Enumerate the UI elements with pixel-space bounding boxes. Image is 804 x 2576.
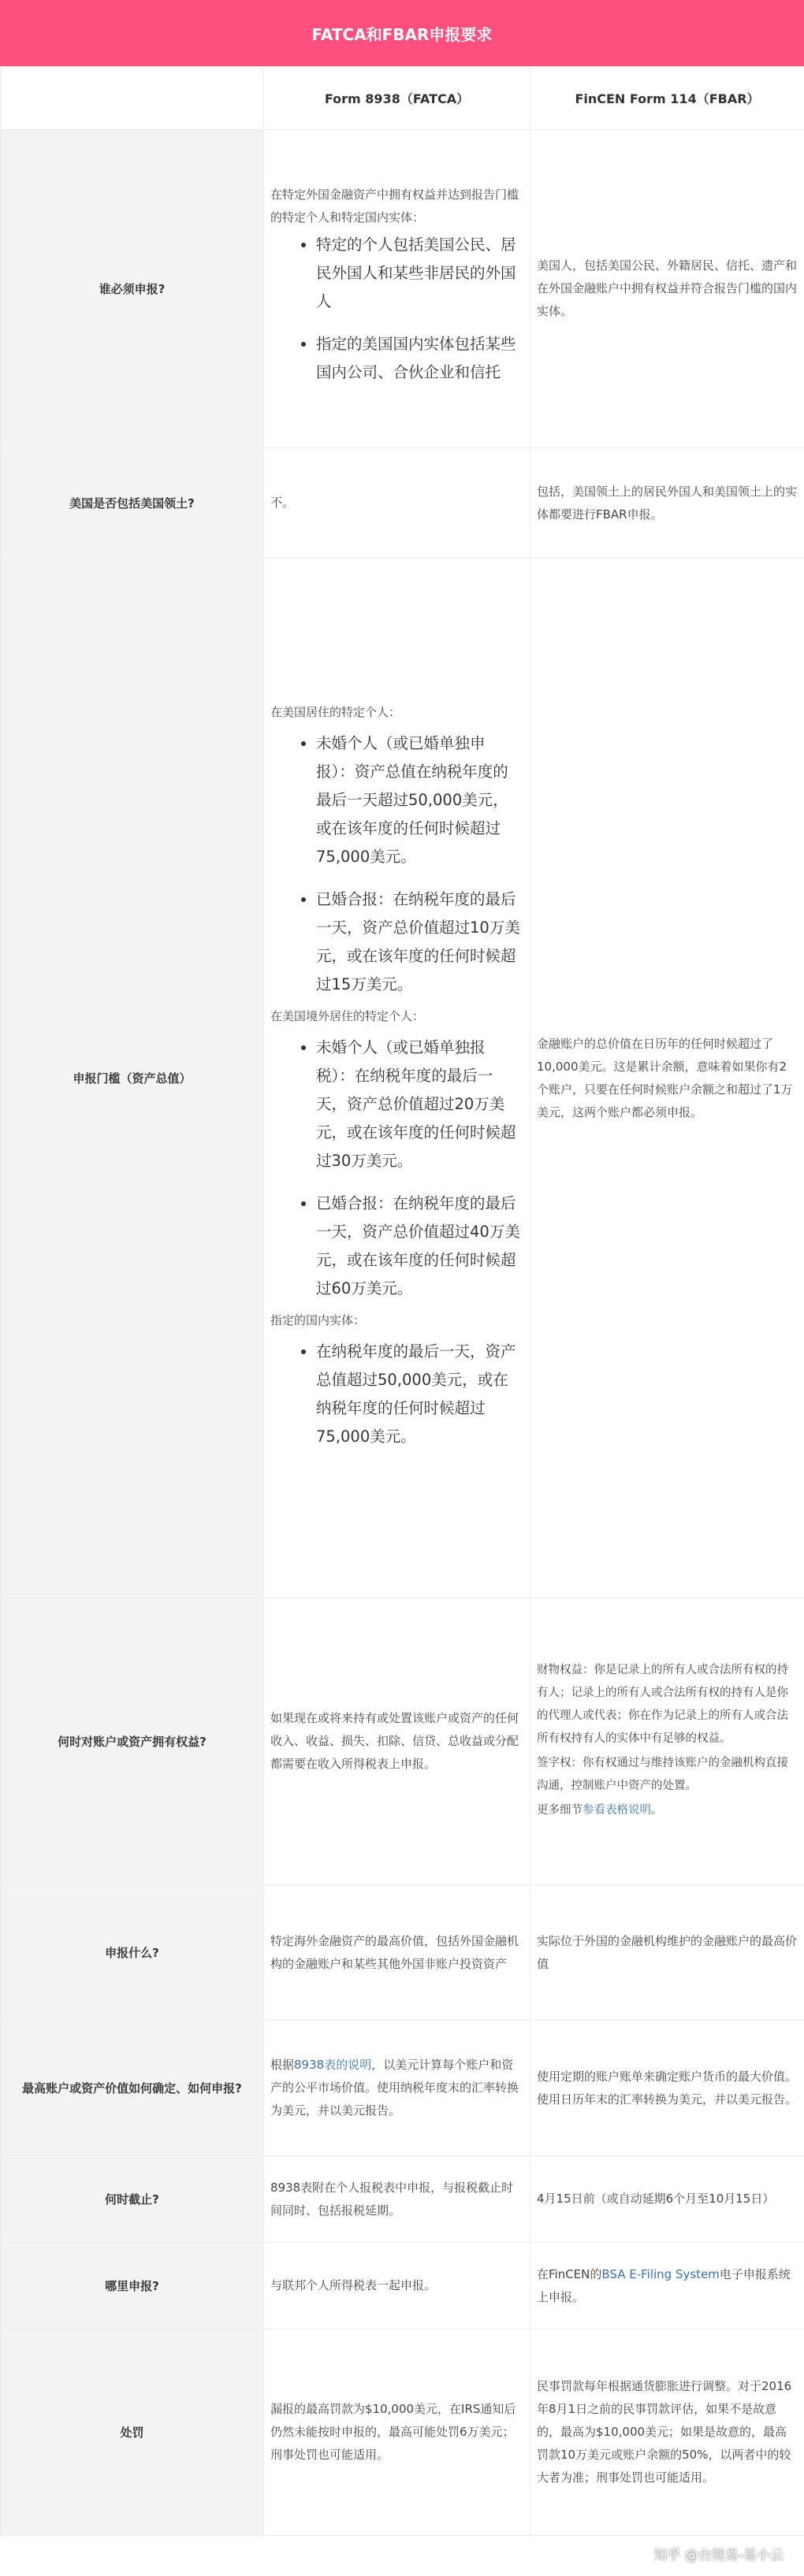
- fbar-penalty: 民事罚款每年根据通货膨胀进行调整。对于2016年8月1日之前的民事罚款评估，如果不是故意的，最高为$10,000美元；如果是故意的，最高罚款10万美元或账户余额的50%，以两者中的较大者为准；刑事处罚也可能适用。: [530, 2329, 804, 2536]
- list-item: • 未婚个人（或已婚单独申报）：资产总值在纳税年度的最后一天超过50,000美元，或在该年度的任何时候超过75,000美元。: [316, 729, 523, 871]
- fbar-interest: [530, 1598, 804, 1885]
- list-item: • 已婚合报：在纳税年度的最后一天，资产总价值超过10万美元，或在该年度的任何时候超过15万美元。: [316, 885, 523, 999]
- max-value-rest: ，以美元计算每个账户和资产的公平市场价值。使用纳税年度末的汇率转换为美元，并以美元报告。: [270, 2058, 519, 2118]
- header-fbar: FinCEN Form 114（FBAR）: [530, 67, 804, 130]
- threshold-us-intro: 在美国居住的特定个人：: [270, 704, 401, 719]
- where-prefix: 在FinCEN的: [537, 2266, 602, 2281]
- fatca-who-intro: 在特定外国金融资产中拥有权益并达到报告门槛的特定个人和特定国内实体：: [270, 187, 519, 225]
- more-prefix: 更多细节: [537, 1804, 583, 1817]
- threshold-abroad-list: [270, 1034, 523, 1303]
- header-fatca: Form 8938（FATCA）: [264, 67, 530, 130]
- fbar-interest-p2: 签字权：你有权通过与维持该账户的金融机构直接沟通，控制账户中资产的处置。: [537, 1757, 788, 1792]
- label-interest: 何时对账户或资产拥有权益?: [1, 1598, 264, 1885]
- form-instructions-link[interactable]: 参看表格说明: [583, 1804, 651, 1817]
- threshold-us-list: [270, 729, 523, 999]
- fbar-interest-p1: 财物权益：你是记录上的所有人或合法所有权的持有人；记录上的所有人或合法所有权的持有人是你的代理人或代表；你在作为记录上的所有人或合法所有权持有人的实体中有足够的权益。: [537, 1664, 788, 1745]
- fbar-territory: 包括，美国领土上的居民外国人和美国领土上的实体都要进行FBAR申报。: [530, 448, 804, 559]
- fatca-max-value: [264, 2021, 530, 2156]
- list-item: • 特定的个人包括美国公民、居民外国人和某些非居民的外国人: [316, 231, 523, 316]
- row-max-value: [1, 2021, 804, 2156]
- list-item: • 指定的美国国内实体包括某些国内公司、合伙企业和信托: [316, 330, 523, 387]
- bsa-efiling-link[interactable]: BSA E-Filing System: [601, 2266, 720, 2281]
- table-title-text: FATCA和FBAR申报要求: [311, 24, 493, 44]
- list-item: • 未婚个人（或已婚单独报税）：在纳税年度的最后一天，资产总价值超过20万美元，或在该年度的任何时候超过30万美元。: [316, 1034, 523, 1175]
- label-where: 哪里申报?: [1, 2243, 264, 2329]
- list-item: • 在纳税年度的最后一天，资产总值超过50,000美元，或在纳税年度的任何时候超过75,000美元。: [316, 1338, 523, 1451]
- max-value-prefix: 根据: [270, 2058, 295, 2072]
- threshold-entity-list: [270, 1338, 523, 1451]
- fatca-interest: 如果现在或将来持有或处置该账户或资产的任何收入、收益、损失、扣除、信贷、总收益或分配都需要在收入所得税表上申报。: [264, 1598, 530, 1885]
- row-threshold: [1, 559, 804, 1598]
- fbar-who: 美国人，包括美国公民、外籍居民、信托、遗产和在外国金融账户中拥有权益并符合报告门槛的国内实体。: [530, 130, 804, 448]
- fatca-what: 特定海外金融资产的最高价值，包括外国金融机构的金融账户和某些其他外国非账户投资资产: [264, 1885, 530, 2021]
- row-territory: [1, 448, 804, 559]
- fatca-territory: 不。: [264, 448, 530, 559]
- row-deadline: [1, 2156, 804, 2243]
- fbar-where: [530, 2243, 804, 2329]
- row-penalty: [1, 2329, 804, 2536]
- label-what: 申报什么?: [1, 1885, 264, 2021]
- form-8938-instructions-link[interactable]: 8938表的说明: [294, 2058, 372, 2072]
- row-who: [1, 130, 804, 448]
- zhihu-watermark: 知乎 @台规易-易小云: [653, 2548, 784, 2563]
- label-territory: 美国是否包括美国领土?: [1, 448, 264, 559]
- label-deadline: 何时截止?: [1, 2156, 264, 2243]
- fbar-max-value: 使用定期的账户账单来确定账户货币的最大价值。使用日历年末的汇率转换为美元，并以美元报告。: [530, 2021, 804, 2156]
- label-penalty: 处罚: [1, 2329, 264, 2536]
- comparison-table: [0, 66, 804, 2536]
- label-who: 谁必须申报?: [1, 130, 264, 448]
- fatca-deadline: 8938表附在个人报税表中申报，与报税截止时间同时、包括报税延期。: [264, 2156, 530, 2243]
- row-interest: [1, 1598, 804, 1885]
- threshold-abroad-intro: 在美国境外居住的特定个人：: [270, 1008, 425, 1023]
- header-row: [1, 67, 804, 130]
- header-blank: [1, 67, 264, 130]
- fbar-what: 实际位于外国的金融机构维护的金融账户的最高价值: [530, 1885, 804, 2021]
- label-max-value: 最高账户或资产价值如何确定、如何申报?: [1, 2021, 264, 2156]
- list-item: • 已婚合报：在纳税年度的最后一天，资产总价值超过40万美元，或在该年度的任何时候超过60万美元。: [316, 1190, 523, 1303]
- row-where: [1, 2243, 804, 2329]
- fbar-threshold: 金融账户的总价值在日历年的任何时候超过了10,000美元。这是累计余额，意味着如果你有2个账户，只要在任何时候账户余额之和超过了1万美元，这两个账户都必须申报。: [530, 559, 804, 1598]
- fatca-who-list: [270, 231, 523, 387]
- threshold-entity-intro: 指定的国内实体：: [270, 1312, 366, 1327]
- fbar-interest-more: [537, 1799, 798, 1822]
- fatca-penalty: 漏报的最高罚款为$10,000美元，在IRS通知后仍然未能按时申报的，最高可能处罚6万美元；刑事处罚也可能适用。: [264, 2329, 530, 2536]
- fatca-threshold: [264, 559, 530, 1598]
- table-title: [0, 0, 804, 66]
- fatca-where: 与联邦个人所得税表一起申报。: [264, 2243, 530, 2329]
- more-suffix: 。: [651, 1804, 663, 1817]
- row-what: [1, 1885, 804, 2021]
- label-threshold: 申报门槛（资产总值）: [1, 559, 264, 1598]
- fbar-deadline: 4月15日前（或自动延期6个月至10月15日）: [530, 2156, 804, 2243]
- where-suffix: 电子申报系统上申报。: [537, 2266, 791, 2304]
- fatca-who: [264, 130, 530, 448]
